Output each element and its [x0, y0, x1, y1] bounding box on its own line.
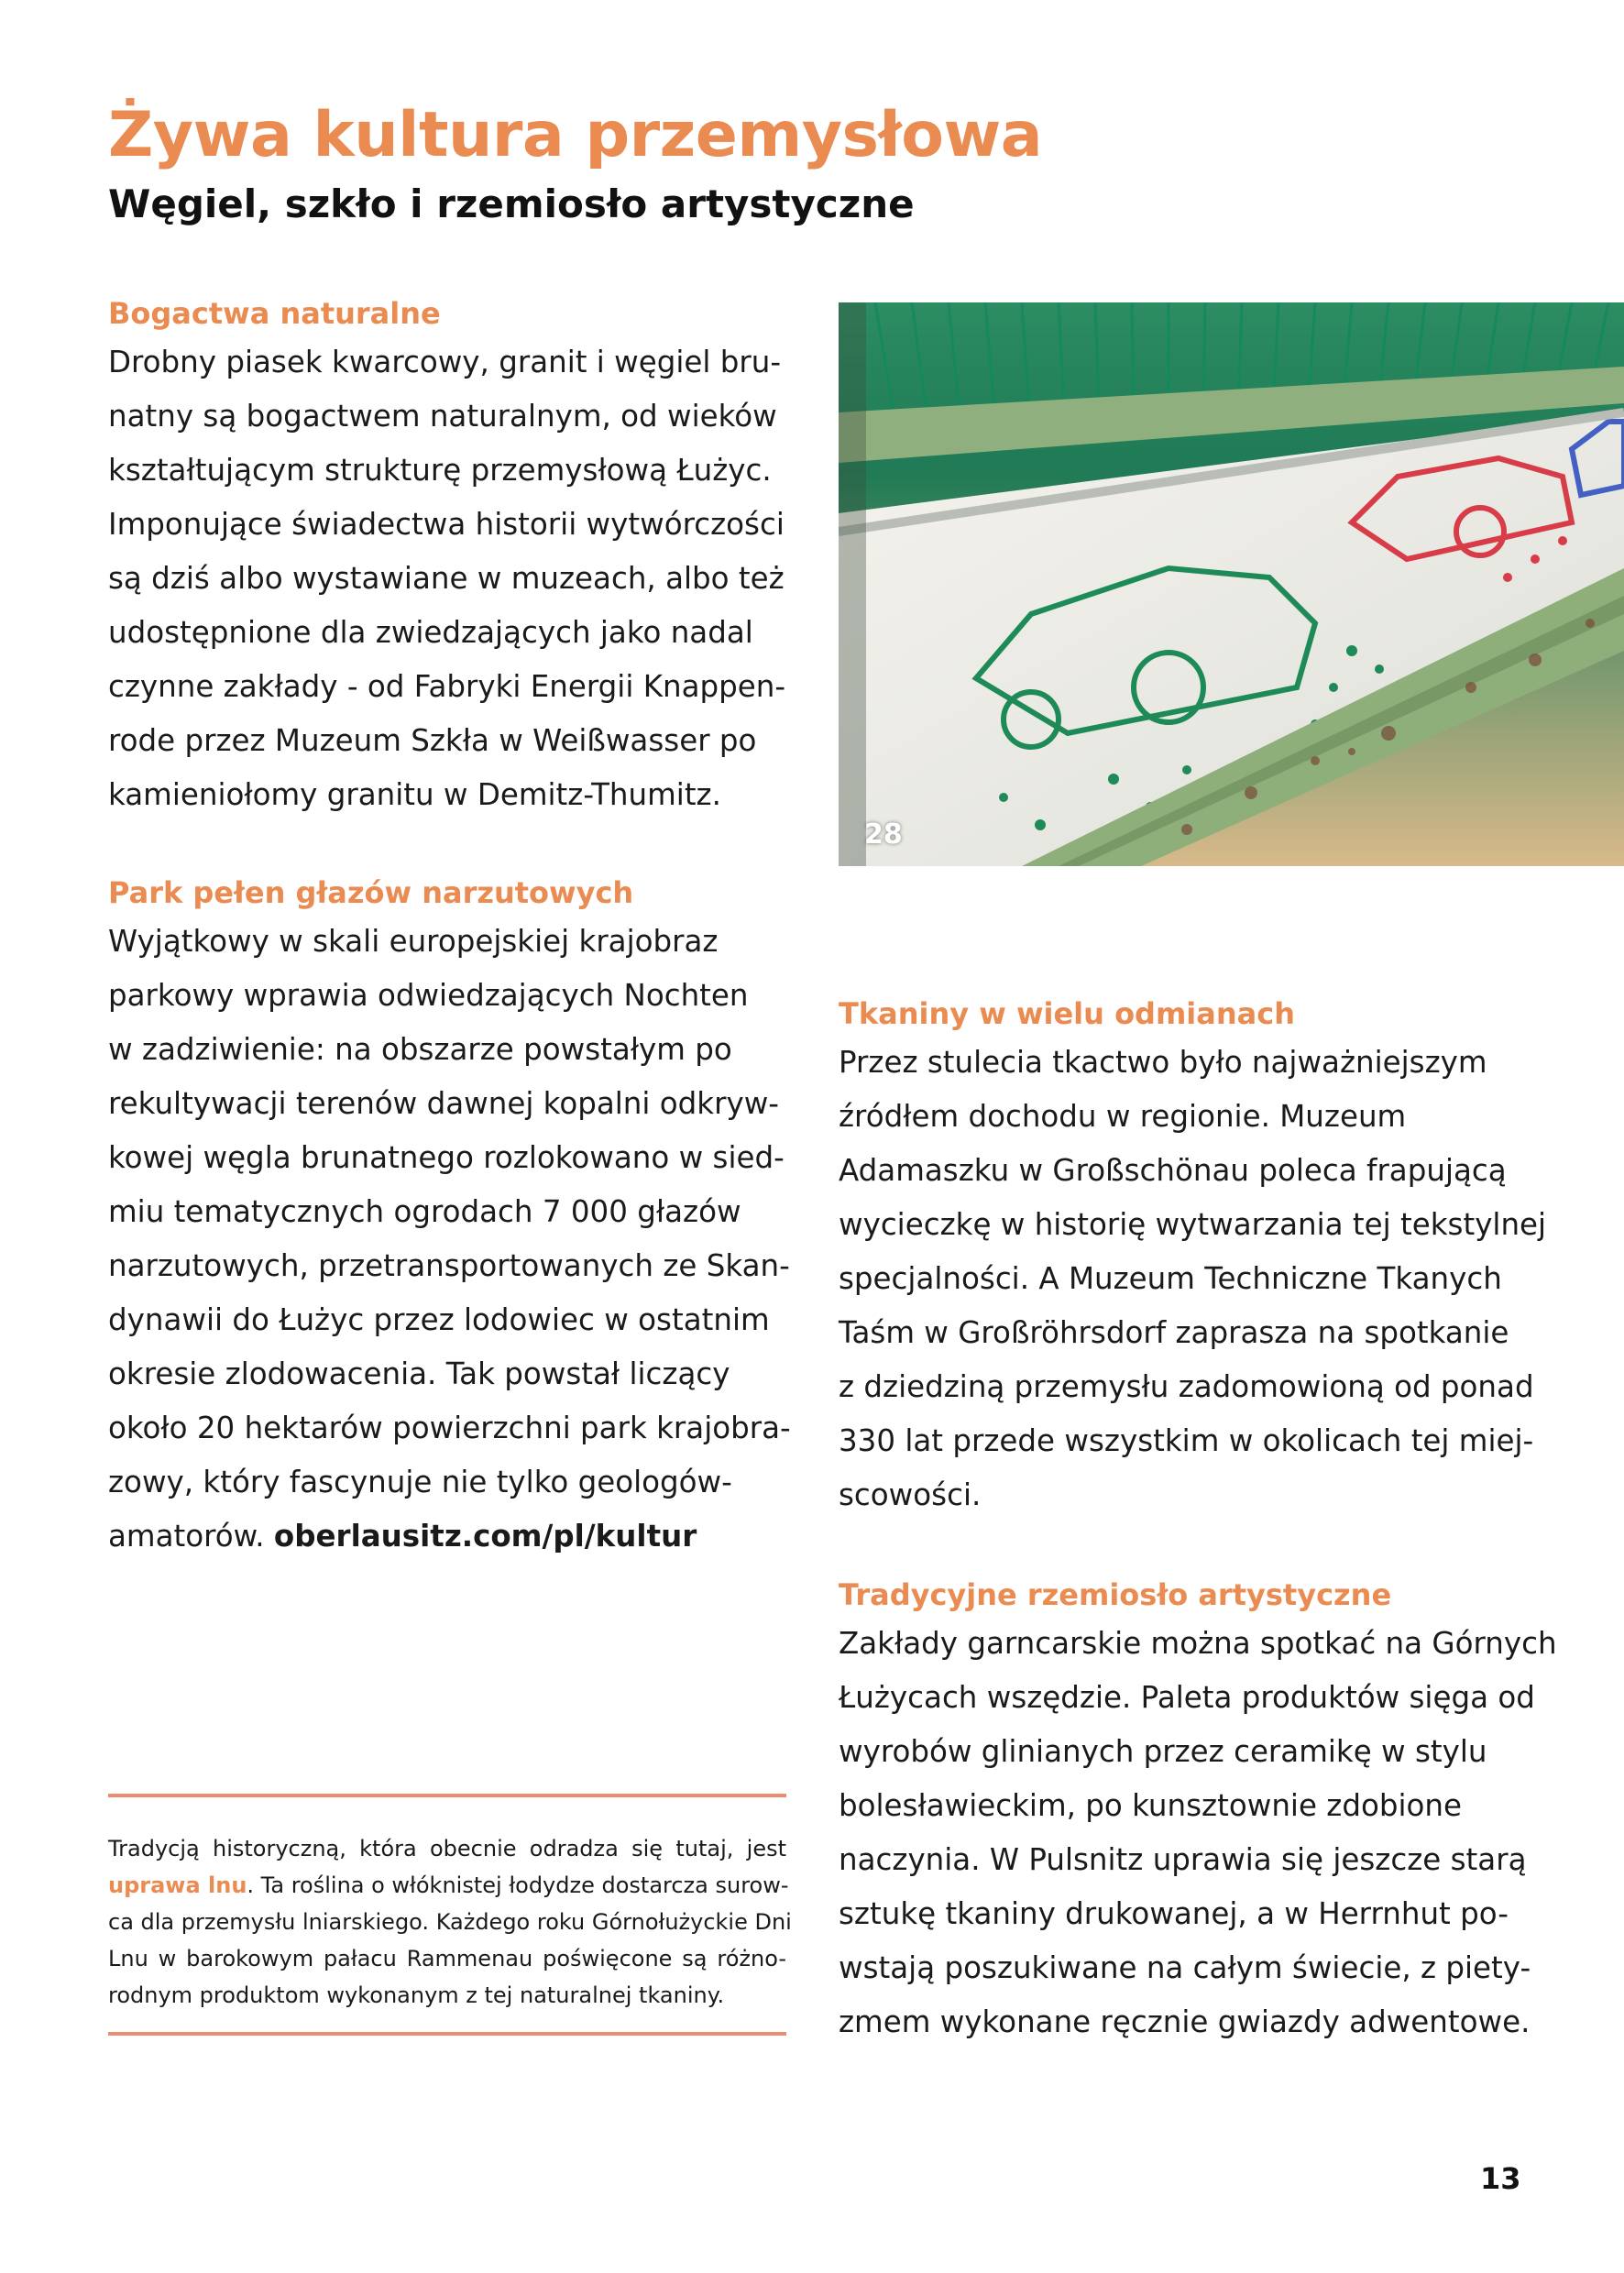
left-column — [108, 291, 791, 1564]
section-textiles — [839, 992, 1547, 1522]
note-highlight: uprawa lnu — [108, 1872, 247, 1898]
paragraph-text: amatorów. — [108, 1519, 274, 1554]
paragraph-line: z dziedziną przemysłu zadomowioną od ponad — [839, 1369, 1534, 1404]
paragraph-line: źródłem dochodu w regionie. Muzeum — [839, 1099, 1407, 1134]
page-subtitle: Węgiel, szkło i rzemiosło artystyczne — [108, 181, 915, 226]
loom-photo — [839, 302, 1624, 866]
note-line: Lnu w barokowym pałacu Rammenau poświęcone są różno- — [108, 1946, 786, 1971]
section-heading: Bogactwa naturalne — [108, 296, 441, 331]
section-boulder-park — [108, 871, 791, 1564]
note-line — [108, 1867, 789, 1904]
section-natural-resources — [108, 291, 786, 822]
paragraph-line: natny są bogactwem naturalnym, od wieków — [108, 399, 777, 434]
paragraph-line: wycieczkę w historię wytwarzania tej tekstylnej — [839, 1207, 1547, 1242]
page-title: Żywa kultura przemysłowa — [108, 99, 1043, 171]
paragraph-line: około 20 hektarów powierzchni park krajobra- — [108, 1411, 791, 1445]
paragraph-line: parkowy wprawia odwiedzających Nochten — [108, 978, 749, 1013]
photo-number: 28 — [864, 818, 903, 851]
paragraph-line: wstają poszukiwane na całym świecie, z piety- — [839, 1950, 1531, 1985]
loom-photo-icon — [839, 302, 1624, 866]
paragraph-line: kształtującym strukturę przemysłową Łużyc. — [108, 453, 772, 488]
paragraph-line: Wyjątkowy w skali europejskiej krajobraz — [108, 924, 719, 959]
paragraph-line: Taśm w Großröhrsdorf zaprasza na spotkanie — [839, 1315, 1509, 1350]
paragraph-line: specjalności. A Muzeum Techniczne Tkanych — [839, 1261, 1502, 1296]
paragraph-line: Łużycach wszędzie. Paleta produktów sięga od — [839, 1680, 1535, 1715]
paragraph-line: kowej węgla brunatnego rozlokowano w sied- — [108, 1140, 785, 1175]
note-line: ca dla przemysłu lniarskiego. Każdego roku Górnołużyckie Dni — [108, 1909, 792, 1935]
paragraph-line: dynawii do Łużyc przez lodowiec w ostatnim — [108, 1302, 770, 1337]
paragraph-line: rekultywacji terenów dawnej kopalni odkryw- — [108, 1086, 779, 1121]
paragraph-line: Adamaszku w Großschönau poleca frapującą — [839, 1153, 1507, 1188]
paragraph-line: zowy, który fascynuje nie tylko geologów- — [108, 1465, 732, 1499]
note-text: . Ta roślina o włóknistej łodydze dostarcza surow- — [247, 1872, 789, 1898]
paragraph-line: kamieniołomy granitu w Demitz-Thumitz. — [108, 777, 721, 812]
kultur-link[interactable]: oberlausitz.com/pl/kultur — [273, 1519, 697, 1554]
paragraph-line: czynne zakłady - od Fabryki Energii Knappen- — [108, 669, 786, 704]
paragraph-line: udostępnione dla zwiedzających jako nadal — [108, 615, 753, 650]
paragraph-line: okresie zlodowacenia. Tak powstał liczący — [108, 1356, 730, 1391]
paragraph-line: miu tematycznych ogrodach 7 000 głazów — [108, 1194, 741, 1229]
paragraph-line: 330 lat przede wszystkim w okolicach tej miej- — [839, 1423, 1534, 1458]
section-heading: Tradycyjne rzemiosło artystyczne — [839, 1577, 1392, 1612]
paragraph-line: w zadziwienie: na obszarze powstałym po — [108, 1032, 732, 1067]
paragraph-line: Imponujące świadectwa historii wytwórczości — [108, 507, 785, 542]
section-heading: Tkaniny w wielu odmianach — [839, 996, 1295, 1031]
paragraph-line: bolesławieckim, po kunsztownie zdobione — [839, 1788, 1462, 1823]
note-line: Tradycją historyczną, która obecnie odradza się tutaj, jest — [108, 1836, 786, 1861]
paragraph-line: wyrobów glinianych przez ceramikę w stylu — [839, 1734, 1487, 1769]
paragraph-line: rode przez Muzeum Szkła w Weißwasser po — [108, 723, 757, 758]
note-bottom-rule — [108, 2032, 786, 2036]
page-number: 13 — [1480, 2161, 1521, 2196]
paragraph-line-last — [108, 1510, 786, 1564]
paragraph-line: Zakłady garncarskie można spotkać na Górnych — [839, 1626, 1557, 1661]
paragraph-line: naczynia. W Pulsnitz uprawia się jeszcze starą — [839, 1842, 1527, 1877]
section-heading: Park pełen głazów narzutowych — [108, 875, 634, 910]
right-column — [839, 992, 1557, 2049]
paragraph-line: zmem wykonane ręcznie gwiazdy adwentowe. — [839, 2004, 1531, 2039]
flax-note — [108, 1794, 792, 2036]
paragraph-line: są dziś albo wystawiane w muzeach, albo też — [108, 561, 785, 596]
paragraph-line: narzutowych, przetransportowanych ze Skan- — [108, 1248, 790, 1283]
paragraph-line: scowości. — [839, 1477, 982, 1512]
paragraph-line: Drobny piasek kwarcowy, granit i węgiel bru- — [108, 345, 782, 379]
paragraph-line: sztukę tkaniny drukowanej, a w Herrnhut po- — [839, 1896, 1509, 1931]
note-line: rodnym produktom wykonanym z tej naturalnej tkaniny. — [108, 1982, 725, 2008]
section-crafts — [839, 1573, 1557, 2049]
paragraph-line: Przez stulecia tkactwo było najważniejszym — [839, 1045, 1487, 1080]
